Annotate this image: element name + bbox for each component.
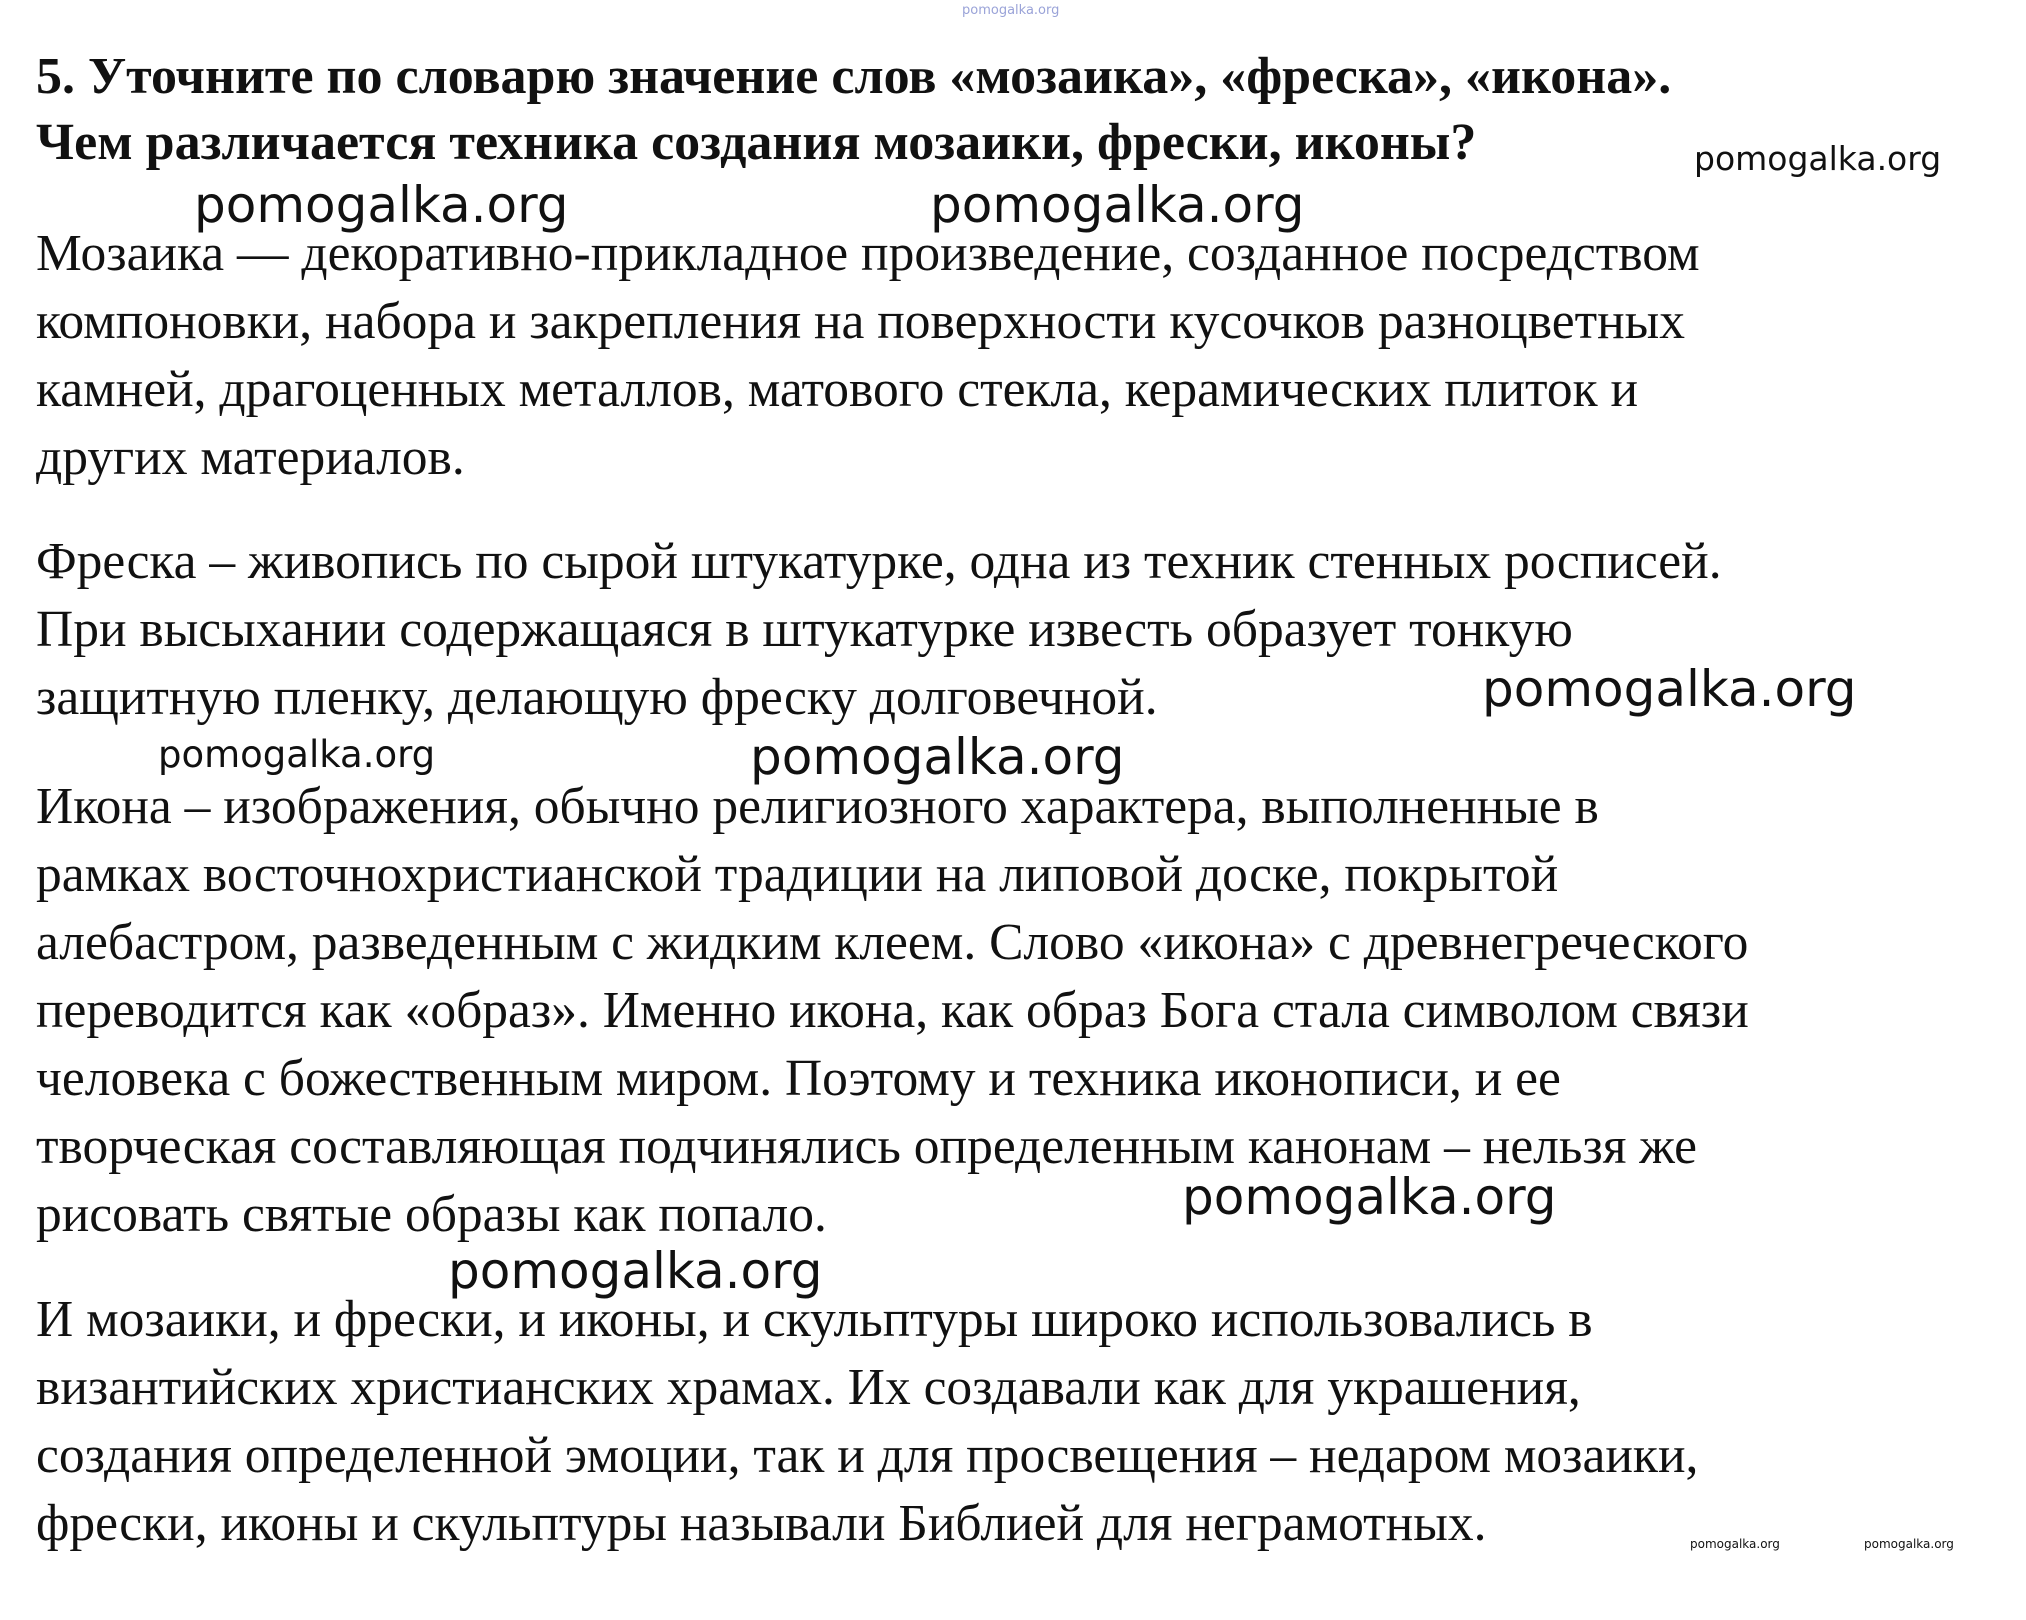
paragraph-line: Икона – изображения, обычно религиозного характера, выполненные в <box>36 778 1599 835</box>
watermark-top: pomogalka.org <box>962 3 1060 18</box>
paragraph-icon <box>36 773 2016 1249</box>
question-line-2: Чем различается техника создания мозаики, фрески, иконы? <box>36 114 1477 171</box>
watermark-text: pomogalka.org <box>1690 1537 1780 1551</box>
paragraph-line: алебастром, разведенным с жидким клеем. Слово «икона» с древнегреческого <box>36 914 1749 971</box>
paragraph-line: Фреска – живопись по сырой штукатурке, одна из техник стенных росписей. <box>36 533 1722 590</box>
paragraph-line: человека с божественным миром. Поэтому и техника иконописи, и ее <box>36 1050 1561 1107</box>
paragraph-line: рисовать святые образы как попало. <box>36 1186 827 1243</box>
watermark-text: pomogalka.org <box>1182 1168 1557 1226</box>
paragraph-line: переводится как «образ». Именно икона, как образ Бога стала символом связи <box>36 982 1749 1039</box>
watermark-text: pomogalka.org <box>1694 139 1942 178</box>
watermark-text: pomogalka.org <box>750 728 1125 786</box>
watermark-text: pomogalka.org <box>448 1242 823 1300</box>
paragraph-line: византийских христианских храмах. Их создавали как для украшения, <box>36 1359 1581 1416</box>
paragraph-line: защитную пленку, делающую фреску долговечной. <box>36 669 1158 726</box>
paragraph-mosaic <box>36 220 2016 492</box>
paragraph-line: других материалов. <box>36 429 465 486</box>
paragraph-line: И мозаики, и фрески, и иконы, и скульптуры широко использовались в <box>36 1291 1593 1348</box>
paragraph-line: При высыхании содержащаяся в штукатурке известь образует тонкую <box>36 601 1573 658</box>
watermark-text: pomogalka.org <box>194 176 569 234</box>
watermark-text: pomogalka.org <box>158 733 436 776</box>
paragraph-summary <box>36 1286 2016 1558</box>
paragraph-line: Мозаика — декоративно-прикладное произведение, созданное посредством <box>36 225 1700 282</box>
paragraph-line: рамках восточнохристианской традиции на липовой доске, покрытой <box>36 846 1559 903</box>
watermark-text: pomogalka.org <box>930 176 1305 234</box>
paragraph-line: камней, драгоценных металлов, матового стекла, керамических плиток и <box>36 361 1639 418</box>
watermark-text: pomogalka.org <box>1864 1537 1954 1551</box>
paragraph-line: фрески, иконы и скульптуры называли Библией для неграмотных. <box>36 1495 1487 1552</box>
watermark-text: pomogalka.org <box>1482 660 1857 718</box>
question-line-1: 5. Уточните по словарю значение слов «мозаика», «фреска», «икона». <box>36 48 1672 105</box>
paragraph-line: творческая составляющая подчинялись определенным канонам – нельзя же <box>36 1118 1698 1175</box>
paragraph-line: создания определенной эмоции, так и для просвещения – недаром мозаики, <box>36 1427 1699 1484</box>
paragraph-line: компоновки, набора и закрепления на поверхности кусочков разноцветных <box>36 293 1686 350</box>
